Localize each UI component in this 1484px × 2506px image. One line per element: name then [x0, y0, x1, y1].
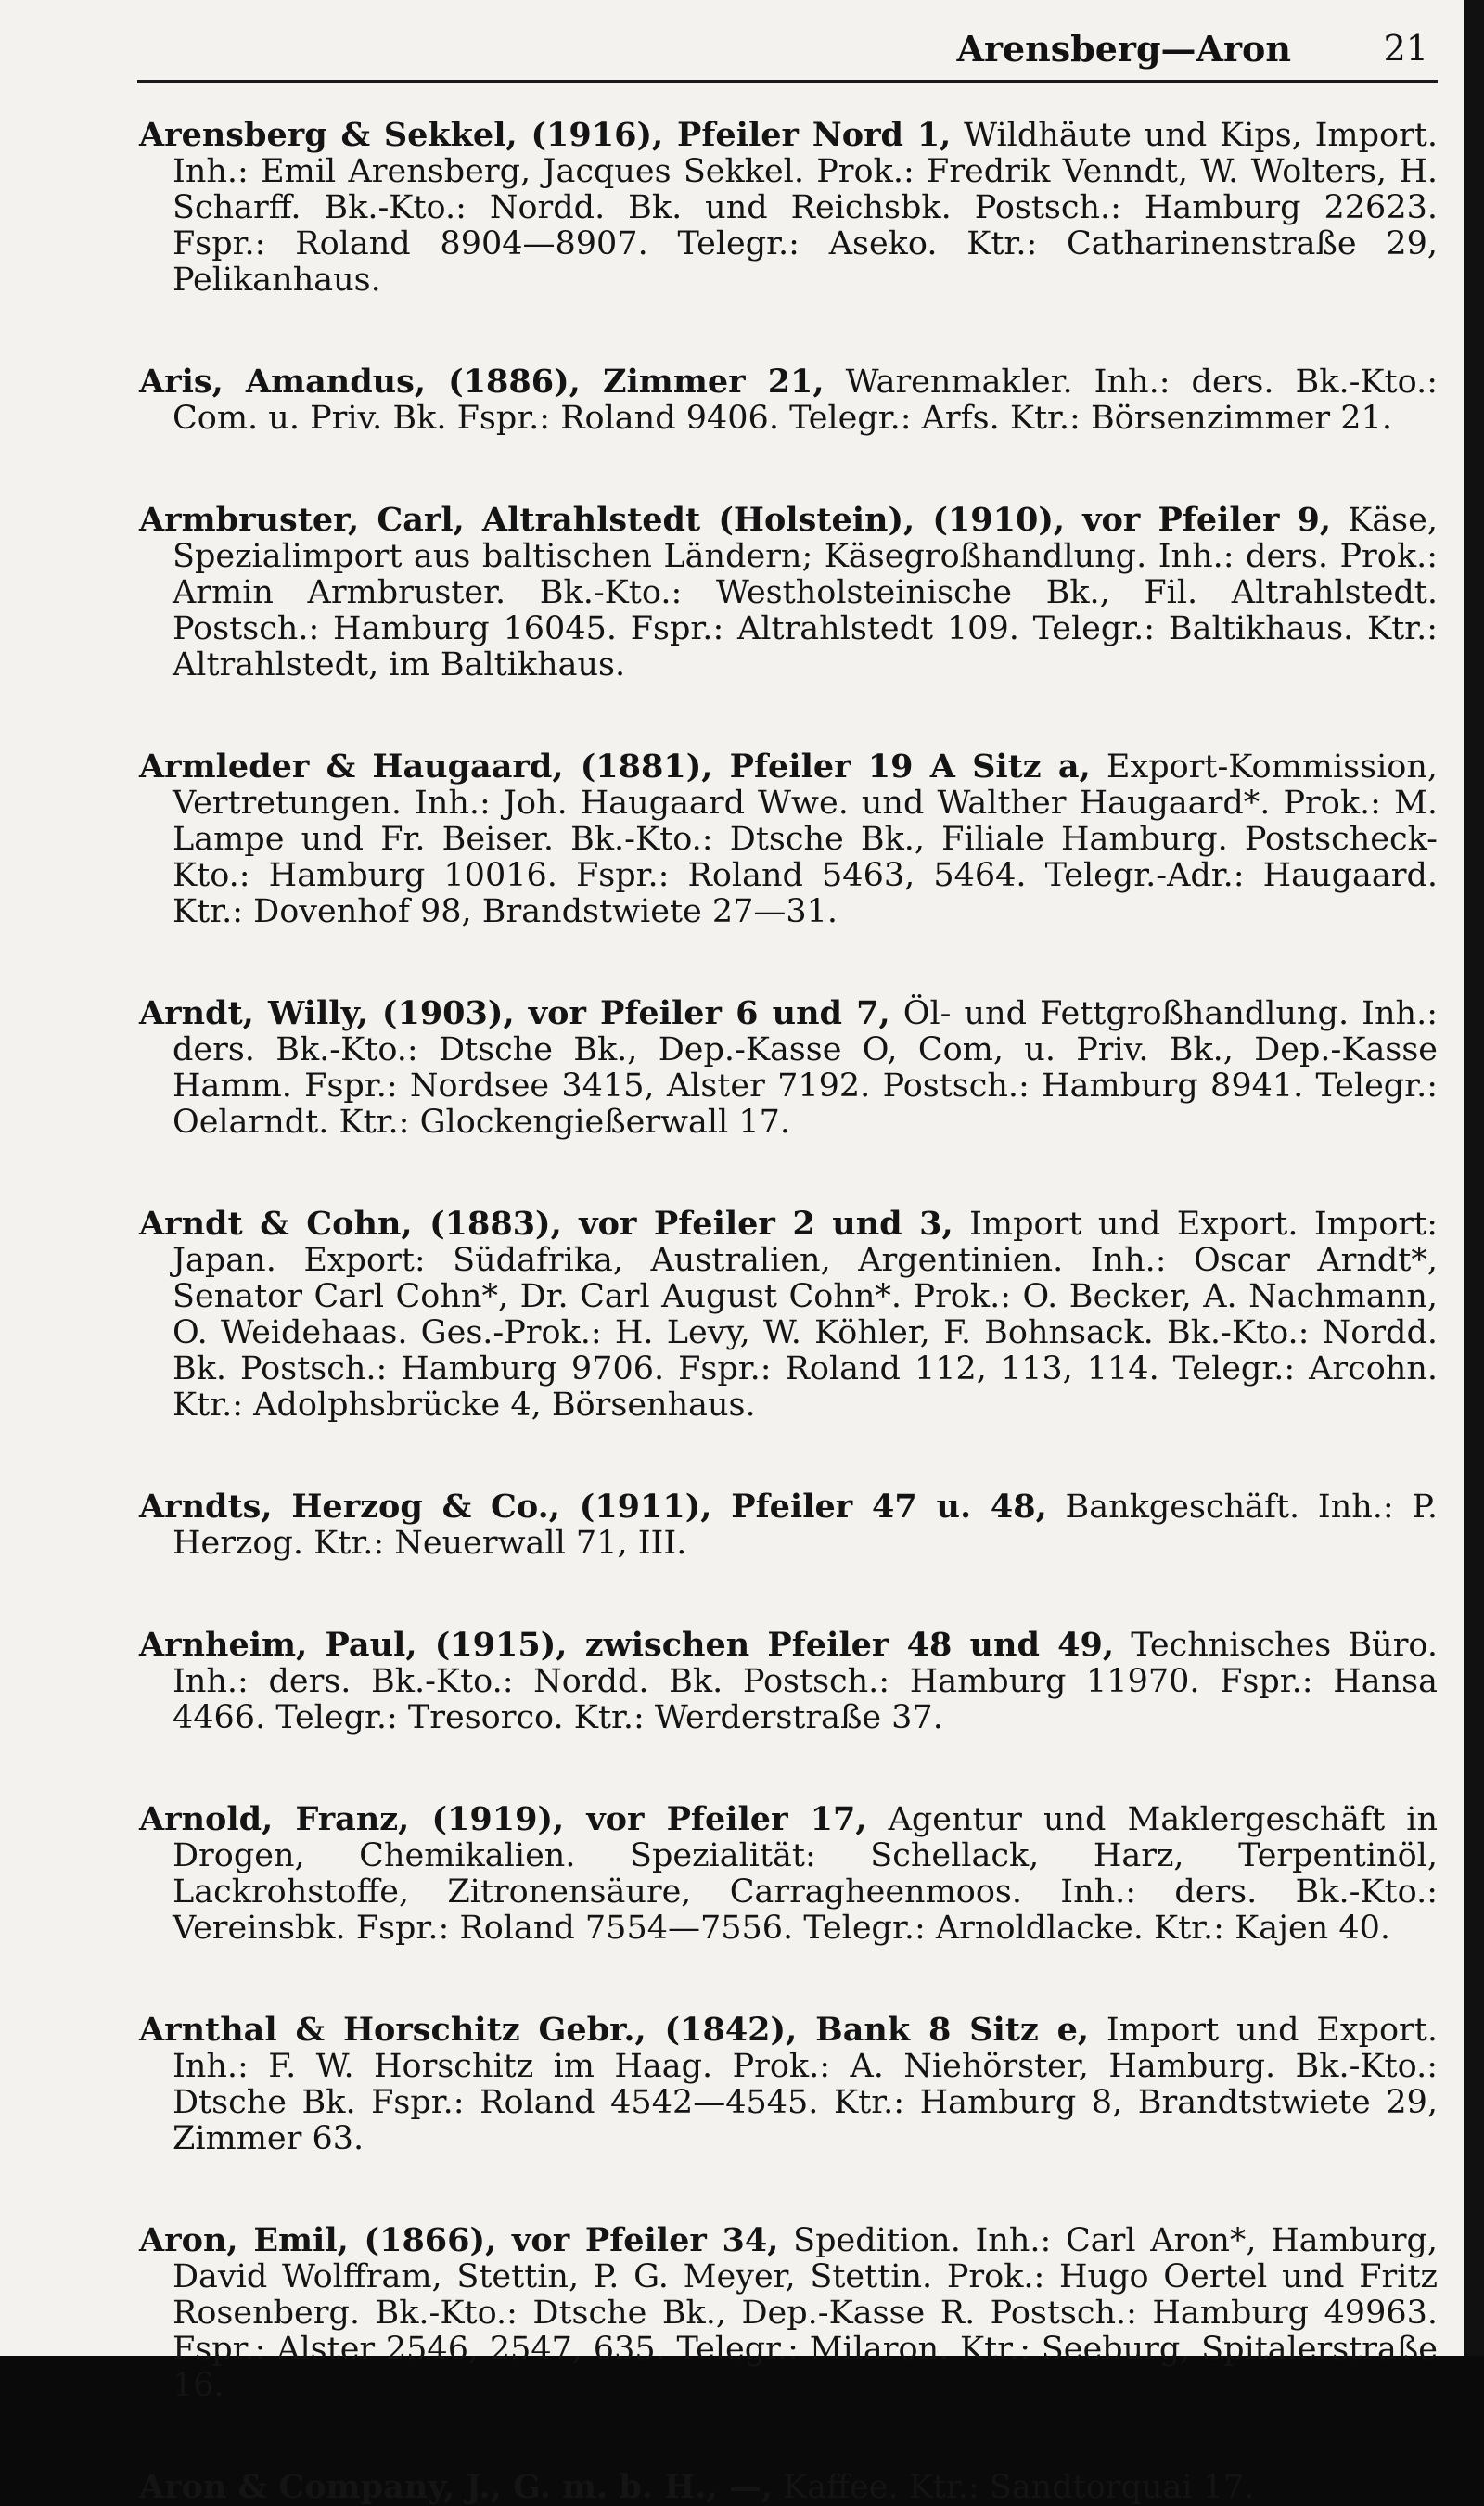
entry-body: Agentur und Maklergeschäft in Drogen, Chemikalien. Spezialität: Schellack, Harz, Terpentinöl, Lackrohstoffe, Zitronensäure, Carragheenmoos. Inh.: ders. Bk.-Kto.: Vereinsbk. Fspr.: Roland 7554—7556. Telegr.: Arnoldlacke. Ktr.: Kajen 40. — [173, 1801, 1438, 1947]
entry-head: Aron & Company, J., G. m. b. H., —, — [139, 2468, 774, 2506]
running-title: Arensberg—Aron — [956, 28, 1291, 70]
directory-entry — [139, 1206, 1438, 1424]
scan-border — [1464, 0, 1484, 2356]
entry-head: Arensberg & Sekkel, (1916), Pfeiler Nord 1, — [139, 116, 952, 154]
directory-entry — [139, 2469, 1438, 2506]
directory-entry — [139, 502, 1438, 684]
entry-body: Kaffee. Ktr.: Sandtorquai 17. — [773, 2469, 1255, 2506]
directory-entry — [139, 1489, 1438, 1562]
entry-head: Arndt, Willy, (1903), vor Pfeiler 6 und 7, — [139, 994, 890, 1032]
entry-head: Arndt & Cohn, (1883), vor Pfeiler 2 und 3, — [139, 1205, 953, 1243]
entry-body: Bankgeschäft. Inh.: P. Herzog. Ktr.: Neuerwall 71, III. — [173, 1489, 1439, 1562]
entry-body: Export-Kommission, Vertretungen. Inh.: Joh. Haugaard Wwe. und Walther Haugaard*. Prok.: M. Lampe und Fr. Beiser. Bk.-Kto.: Dtsche Bk., Filiale Hamburg. Postscheck-Kto.: Hamburg 10016. Fspr.: Roland 5463, 5464. Telegr.-Adr.: Haugaard. Ktr.: Dovenhof 98, Brandstwiete 27—31. — [173, 748, 1439, 930]
directory-entry — [139, 117, 1438, 299]
page-header — [137, 28, 1438, 76]
entry-head: Arndts, Herzog & Co., (1911), Pfeiler 47 u. 48, — [139, 1488, 1047, 1526]
directory-entry — [139, 995, 1438, 1141]
directory-entry — [139, 2012, 1438, 2157]
directory-entry — [139, 2222, 1438, 2404]
entry-head: Aron, Emil, (1866), vor Pfeiler 34, — [139, 2221, 779, 2259]
header-rule — [137, 80, 1438, 83]
directory-entry — [139, 1627, 1438, 1736]
entry-body: Import und Export. Import: Japan. Export: Südafrika, Australien, Argentinien. Inh.: Oscar Arndt*, Senator Carl Cohn*, Dr. Carl August Cohn*. Prok.: O. Becker, A. Nachmann, O. Weidehaas. Ges.-Prok.: H. Levy, W. Köhler, F. Bohnsack. Bk.-Kto.: Nordd. Bk. Postsch.: Hamburg 9706. Fspr.: Roland 112, 113, 114. Telegr.: Arcohn. Ktr.: Adolphsbrücke 4, Börsenhaus. — [173, 1206, 1438, 1424]
entry-body: Öl- und Fettgroßhandlung. Inh.: ders. Bk.-Kto.: Dtsche Bk., Dep.-Kasse O, Com, u. Priv. Bk., Dep.-Kasse Hamm. Fspr.: Nordsee 3415, Alster 7192. Postsch.: Hamburg 8941. Telegr.: Oelarndt. Ktr.: Glockengießerwall 17. — [173, 995, 1438, 1141]
entry-head: Aris, Amandus, (1886), Zimmer 21, — [139, 363, 825, 401]
entry-body: Technisches Büro. Inh.: ders. Bk.-Kto.: Nordd. Bk. Postsch.: Hamburg 11970. Fspr.: Hansa 4466. Telegr.: Tresorco. Ktr.: Werderstraße 37. — [173, 1627, 1439, 1736]
entry-list — [139, 117, 1438, 2506]
entry-head: Armbruster, Carl, Altrahlstedt (Holstein), (1910), vor Pfeiler 9, — [139, 501, 1332, 539]
page-number: 21 — [1383, 28, 1428, 69]
entry-head: Arnthal & Horschitz Gebr., (1842), Bank 8 Sitz e, — [139, 2011, 1090, 2049]
entry-head: Arnold, Franz, (1919), vor Pfeiler 17, — [139, 1800, 867, 1838]
directory-entry — [139, 1801, 1438, 1947]
entry-body: Warenmakler. Inh.: ders. Bk.-Kto.: Com. u. Priv. Bk. Fspr.: Roland 9406. Telegr.: Arfs. Ktr.: Börsenzimmer 21. — [173, 364, 1439, 437]
entry-body: Käse, Spezialimport aus baltischen Ländern; Käsegroßhandlung. Inh.: ders. Prok.: Armin Armbruster. Bk.-Kto.: Westholsteinische Bk., Fil. Altrahlstedt. Postsch.: Hamburg 16045. Fspr.: Altrahlstedt 109. Telegr.: Baltikhaus. Ktr.: Altrahlstedt, im Baltikhaus. — [173, 502, 1438, 684]
entry-head: Armleder & Haugaard, (1881), Pfeiler 19 A Sitz a, — [139, 748, 1091, 786]
entry-head: Arnheim, Paul, (1915), zwischen Pfeiler 48 und 49, — [139, 1626, 1115, 1664]
entry-body: Wildhäute und Kips, Import. Inh.: Emil Arensberg, Jacques Sekkel. Prok.: Fredrik Venndt, W. Wolters, H. Scharff. Bk.-Kto.: Nordd. Bk. und Reichsbk. Postsch.: Hamburg 22623. Fspr.: Roland 8904—8907. Telegr.: Aseko. Ktr.: Catharinenstraße 29, Pelikanhaus. — [173, 117, 1438, 299]
entry-body: Spedition. Inh.: Carl Aron*, Hamburg, David Wolffram, Stettin, P. G. Meyer, Stettin. Prok.: Hugo Oertel und Fritz Rosenberg. Bk.-Kto.: Dtsche Bk., Dep.-Kasse R. Postsch.: Hamburg 49963. Fspr.: Alster 2546, 2547, 635. Telegr.: Milaron. Ktr.: Seeburg, Spitalerstraße 16. — [173, 2222, 1438, 2404]
directory-entry — [139, 364, 1438, 437]
directory-entry — [139, 748, 1438, 930]
entry-body: Import und Export. Inh.: F. W. Horschitz im Haag. Prok.: A. Niehörster, Hamburg. Bk.-Kto.: Dtsche Bk. Fspr.: Roland 4542—4545. Ktr.: Hamburg 8, Brandtstwiete 29, Zimmer 63. — [173, 2012, 1438, 2157]
